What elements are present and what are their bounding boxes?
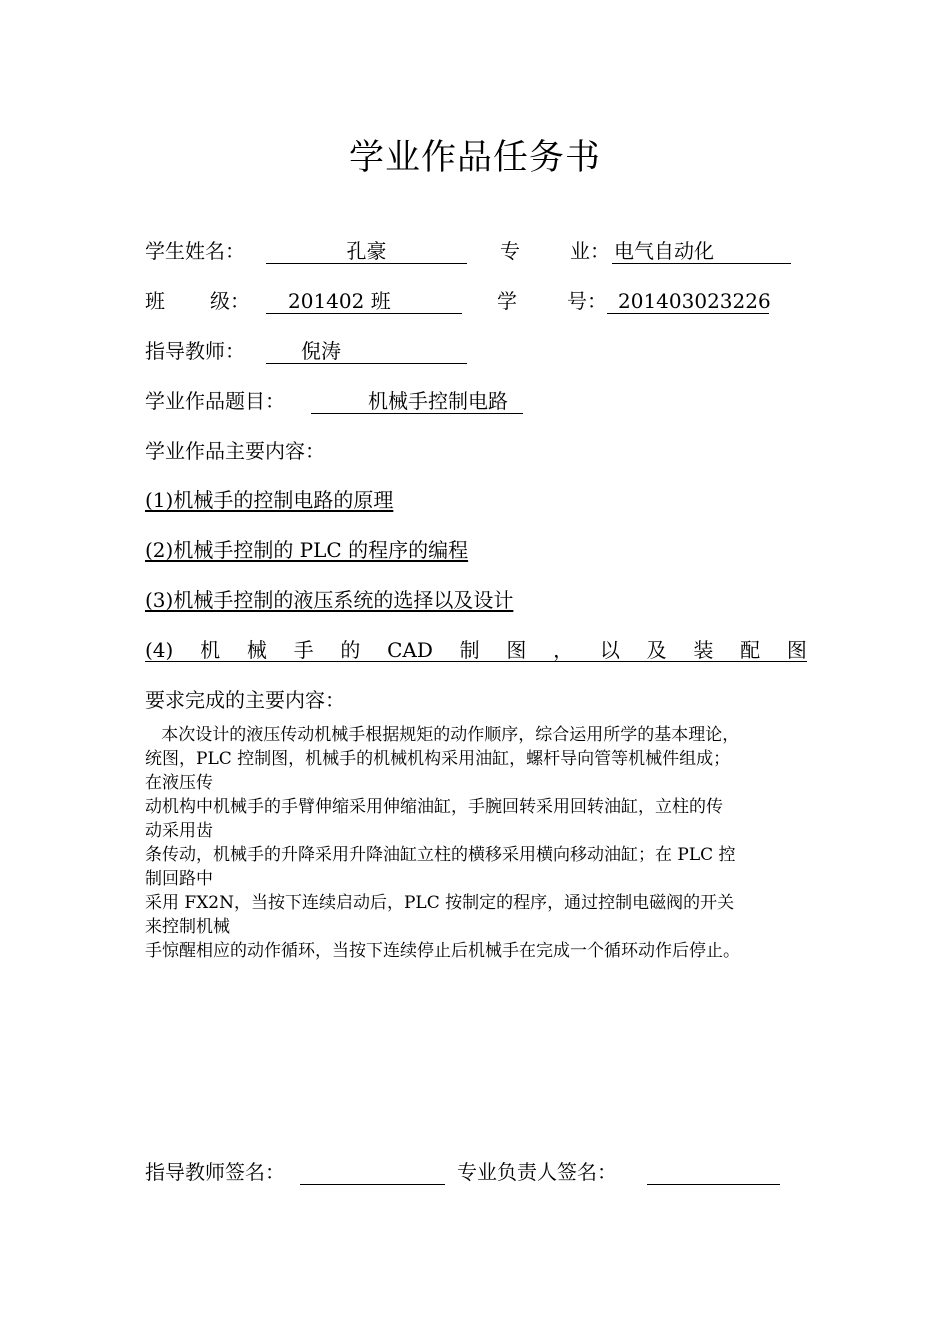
requirements-line: 条传动，机械手的升降采用升降油缸立柱的横移采用横向移动油缸；在 PLC 控 (145, 845, 736, 865)
contents-item-2: (2)机械手控制的 PLC 的程序的编程 (145, 538, 469, 562)
student-name-value: 孔豪 (346, 239, 387, 263)
requirements-line: 采用 FX2N，当按下连续启动后，PLC 按制定的程序，通过控制电磁阀的开关 (145, 893, 735, 913)
class-underline (266, 313, 462, 314)
class-value: 201402 班 (288, 289, 391, 313)
class-label-part2: 级： (210, 289, 250, 313)
requirements-line: 本次设计的液压传动机械手根据规矩的动作顺序，综合运用所学的基本理论， (145, 725, 740, 745)
teacher-underline (266, 363, 467, 364)
contents-item-1: (1)机械手的控制电路的原理 (145, 488, 394, 512)
student-name-label: 学生姓名： (145, 239, 245, 263)
requirements-line: 动采用齿 (145, 821, 213, 841)
requirements-body (145, 723, 807, 963)
requirements-line: 手惊醒相应的动作循环，当按下连续停止后机械手在完成一个循环动作后停止。 (145, 941, 740, 961)
contents-heading: 学业作品主要内容： (145, 439, 325, 463)
major-value: 电气自动化 (614, 239, 714, 263)
teacher-label: 指导教师： (145, 339, 245, 363)
contents-item-3: (3)机械手控制的液压系统的选择以及设计 (145, 588, 514, 612)
major-underline (612, 263, 791, 264)
requirements-line: 来控制机械 (145, 917, 230, 937)
contents-item-4-underline (145, 661, 807, 662)
student-id-label-part1: 学 (497, 289, 517, 313)
topic-value: 机械手控制电路 (368, 389, 508, 413)
student-id-value: 201403023226 (618, 289, 771, 313)
class-label-part1: 班 (145, 289, 165, 313)
major-label-part1: 专 (500, 239, 520, 263)
teacher-signature-line (300, 1184, 445, 1185)
teacher-signature-label: 指导教师签名： (145, 1160, 285, 1184)
student-id-label-part2: 号： (567, 289, 607, 313)
teacher-value: 倪涛 (301, 339, 341, 363)
requirements-line: 动机构中机械手的手臂伸缩采用伸缩油缸，手腕回转采用回转油缸，立柱的传 (145, 797, 723, 817)
topic-underline (311, 413, 523, 414)
contents-item-4: (4) 机 械 手 的 CAD 制 图 ， 以 及 装 配 图 (145, 638, 807, 662)
page-title: 学业作品任务书 (348, 138, 601, 178)
student-id-underline (607, 313, 769, 314)
head-signature-line (647, 1184, 780, 1185)
major-label-part2: 业： (570, 239, 610, 263)
requirements-line: 统图，PLC 控制图，机械手的机械机构采用油缸，螺杆导向管等机械件组成； (145, 749, 731, 769)
requirements-line: 制回路中 (145, 869, 213, 889)
topic-label: 学业作品题目： (145, 389, 285, 413)
requirements-line: 在液压传 (145, 773, 213, 793)
head-signature-label: 专业负责人签名： (457, 1160, 617, 1184)
requirements-heading: 要求完成的主要内容： (145, 688, 345, 712)
student-name-underline (266, 263, 467, 264)
